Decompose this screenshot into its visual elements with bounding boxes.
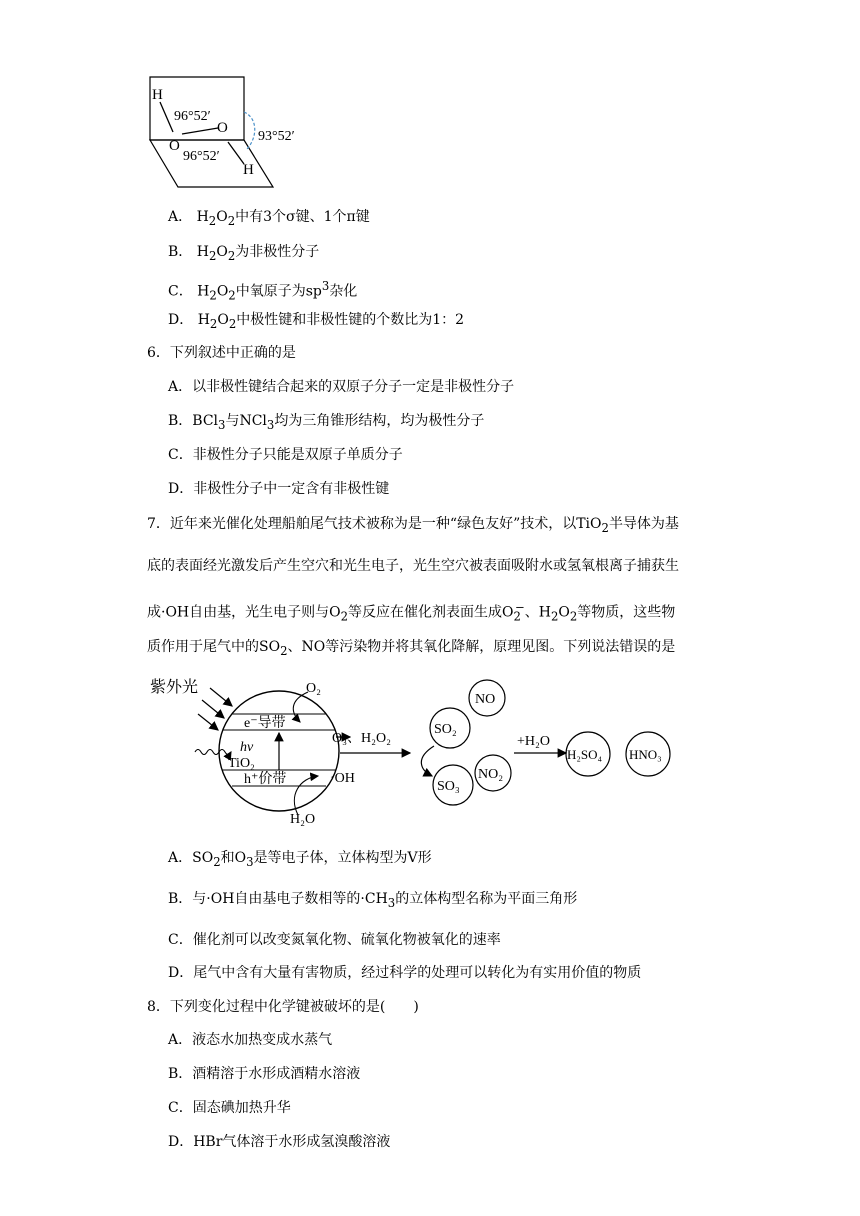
q7-option-c: C．催化剂可以改变氮氧化物、硫氧化物被氧化的速率 [168,932,501,948]
q8-option-c: C．固态碘加热升华 [168,1100,291,1116]
q8-option-d: D．HBr气体溶于水形成氢溴酸溶液 [168,1134,391,1150]
h-bottom-label: H [243,162,254,178]
q6-option-d: D．非极性分子中一定含有非极性键 [168,481,390,497]
no2-label: NO₂ [478,767,504,782]
photocatalysis-diagram [140,670,710,835]
q5-option-a: A． $H_2O_2$中有3个σ键、1个π键 [168,209,370,228]
uv-label: 紫外光 [150,679,199,696]
q7-stem-line-3: 成·OH自由基，光生电子则与$O_2$等反应在催化剂表面生成$O_2^-$、$H_2O_2$等物质，这些物 [147,600,676,624]
hno3-label: HNO₃ [629,747,662,762]
q7-option-a: A．$SO_2$和$O_3$是等电子体，立体构型为V形 [168,850,432,869]
so3-label: SO₃ [437,779,460,794]
uv-arrow-1 [210,688,232,706]
plus-h2o-label: +H₂O [517,734,550,749]
oh-arrow [294,776,318,815]
q7-stem-line-2: 底的表面经光激发后产生空穴和光生电子，光生空穴被表面吸附水或氢氧根离子捕获生 [147,558,679,574]
h-top-label: H [152,87,163,103]
q5-option-b: B． $H_2O_2$为非极性分子 [168,244,320,263]
bond-h-o-top [160,102,173,132]
uv-arrow-2 [202,700,224,718]
valence-band-label: h⁺价带 [244,772,287,787]
o2-label: O₂ [306,681,321,696]
o2-arrow [293,692,308,722]
wave-light [195,750,231,755]
q6-option-a: A．以非极性键结合起来的双原子分子一定是非极性分子 [168,379,515,395]
q7-option-d: D．尾气中含有大量有害物质，经过科学的处理可以转化为有实用价值的物质 [168,965,642,981]
angle-top-label: 96°52′ [174,109,211,124]
o-left-label: O [169,138,180,154]
tio2-label: TiO₂ [228,756,255,771]
angle-bottom-label: 96°52′ [183,149,220,164]
dihedral-arc [244,112,255,150]
h2so4-label: H₂SO₄ [567,747,603,762]
q7-stem-line-4: 质作用于尾气中的$SO_2$、NO等污染物并将其氧化降解，原理见图。下列说法错误的是 [147,639,676,658]
conversion-arrow [421,746,434,776]
so2-label: SO₂ [434,722,457,737]
q7-option-b: B．与·OH自由基电子数相等的$\cdot CH_3$的立体构型名称为平面三角形 [168,891,578,910]
q5-option-d: D． $H_2O_2$中极性键和非极性键的个数比为1：2 [168,312,465,331]
bond-o-o [182,128,218,134]
q6-option-c: C．非极性分子只能是双原子单质分子 [168,447,403,463]
bond-o-h-bottom [228,142,244,164]
q6-option-b: B．BCl$_3$与NCl$_3$均为三角锥形结构，均为极性分子 [168,413,485,432]
conduction-band-label: e⁻导带 [244,716,286,731]
dihedral-label: 93°52′ [258,129,295,144]
no-label: NO [475,692,496,707]
q6-stem: 6．下列叙述中正确的是 [147,345,296,361]
q8-option-b: B．酒精溶于水形成酒精水溶液 [168,1066,361,1082]
o-right-label: O [217,120,228,136]
q5-option-c: C． $H_2O_2$中氧原子为$sp^3$杂化 [168,279,358,303]
o3-h2o2-label: O₃、H₂O₂ [332,731,391,746]
hv-label: hν [240,740,254,755]
uv-arrow-3 [198,714,218,730]
q8-stem: 8．下列变化过程中化学键被破坏的是( ) [147,999,419,1015]
q8-option-a: A．液态水加热变成水蒸气 [168,1032,333,1048]
h2o-label: H₂O [290,812,316,827]
oh-label: ·OH [330,771,355,786]
h2o2-structure-figure [140,70,310,195]
q7-stem-line-1: 7．近年来光催化处理船舶尾气技术被称为是一种“绿色友好”技术，以TiO$_2$半导体为基 [147,516,679,535]
